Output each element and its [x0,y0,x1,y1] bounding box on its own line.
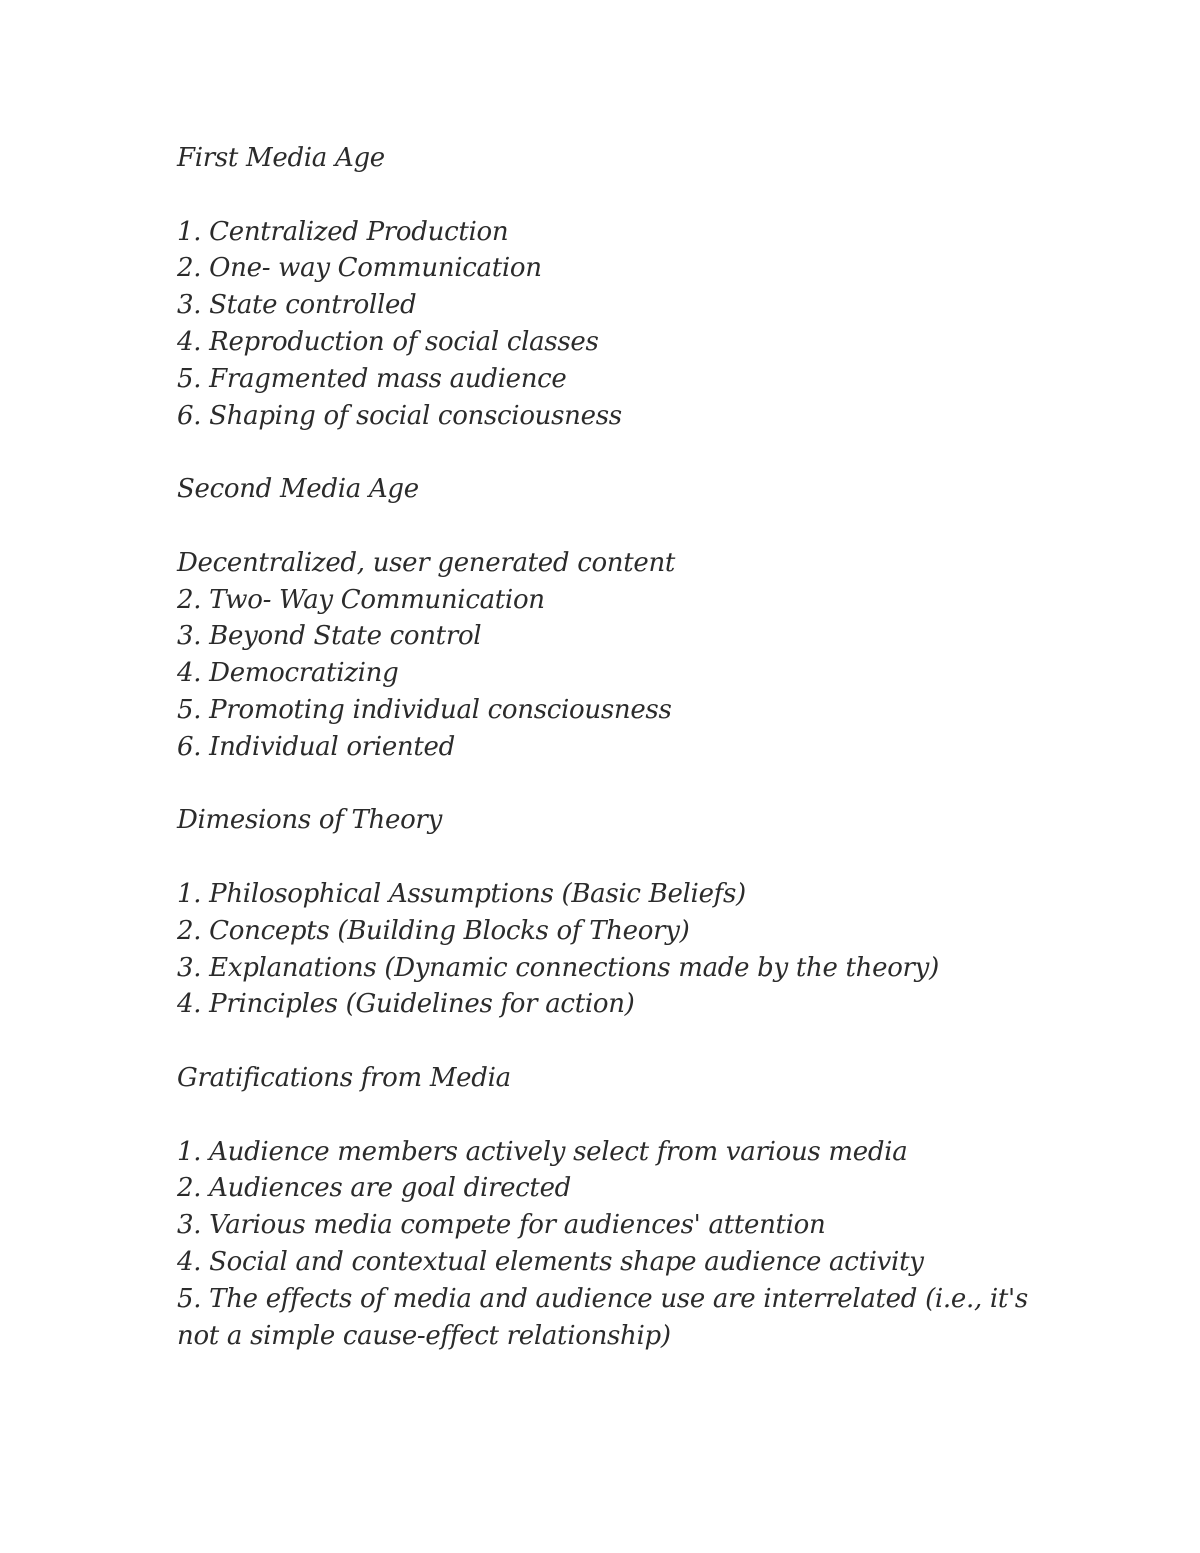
list-item: 4. Reproduction of social classes [177,326,599,357]
list-item: 3. Various media compete for audiences' attention [177,1210,826,1241]
section-first-media-age [177,140,1077,471]
section-dimensions-of-theory [177,802,1077,1060]
section-second-media-age [177,471,1077,802]
list-item: 5. Fragmented mass audience [177,363,567,394]
list-item: 3. State controlled [177,290,417,321]
section-heading: First Media Age [177,143,385,173]
list-item: 5. The effects of media and audience use are interrelated (i.e., it's not a simple cause-effect relationship) [177,1283,1028,1351]
section-heading: Dimesions of Theory [177,805,442,836]
section-spacer [177,1023,1077,1060]
section-spacer [177,766,1077,803]
section-gratifications-from-media [177,1060,1077,1354]
list-item: 2. One- way Communication [177,253,542,284]
list-item: 1. Philosophical Assumptions (Basic Beliefs) [177,878,746,909]
list-item: 3. Beyond State control [177,621,482,652]
list-item: Decentralized, user generated content [177,547,676,578]
section-heading: Second Media Age [177,474,419,505]
section-heading: Gratifications from Media [177,1062,511,1093]
list-item: 5. Promoting individual consciousness [177,694,672,725]
list-item: 1. Centralized Production [177,216,509,247]
list-item: 4. Principles (Guidelines for action) [177,989,635,1020]
document-body [177,140,1077,1354]
list-item: 4. Democratizing [177,658,399,689]
section-spacer [177,434,1077,471]
list-item: 1. Audience members actively select from various media [177,1136,908,1167]
list-item: 4. Social and contextual elements shape audience activity [177,1246,924,1277]
list-item: 3. Explanations (Dynamic connections made by the theory) [177,952,939,983]
list-item: 6. Shaping of social consciousness [177,400,622,431]
list-item: 2. Two- Way Communication [177,584,545,615]
list-item: 2. Audiences are goal directed [177,1173,572,1204]
list-item: 2. Concepts (Building Blocks of Theory) [177,915,690,946]
list-item: 6. Individual oriented [177,731,455,762]
